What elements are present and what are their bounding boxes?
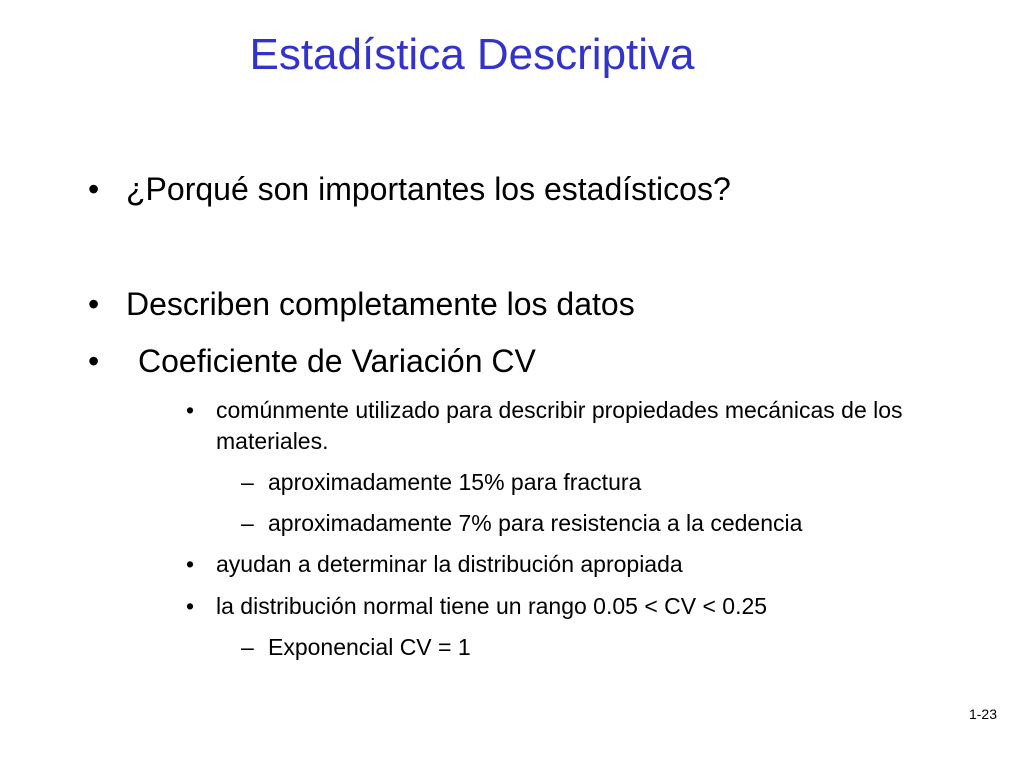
- sub-bullet-item: [186, 395, 906, 457]
- sub-bullet-item: [186, 591, 906, 622]
- sub-bullet-text: comúnmente utilizado para describir propiedades mecánicas de los materiales.: [216, 397, 903, 454]
- bullet-text: Describen completamente los datos: [126, 286, 635, 322]
- dash-icon: –: [241, 510, 254, 536]
- sub-sub-item: [241, 467, 961, 498]
- bullet-icon: •: [88, 286, 100, 322]
- sub-sub-text: aproximadamente 7% para resistencia a la cedencia: [268, 510, 803, 536]
- page-number: 1-23: [968, 706, 997, 722]
- bullet-icon: •: [88, 171, 100, 207]
- slide-title: Estadística Descriptiva: [249, 30, 695, 79]
- dash-icon: –: [241, 634, 254, 660]
- sub-sub-item: [241, 632, 961, 663]
- dash-icon: –: [241, 469, 254, 495]
- sub-bullet-item: [186, 549, 906, 580]
- bullet-icon: •: [88, 343, 100, 379]
- bullet-item: [88, 167, 788, 211]
- sub-bullet-text: ayudan a determinar la distribución apropiada: [216, 551, 683, 577]
- bullet-text: ¿Porqué son importantes los estadísticos?: [126, 171, 731, 207]
- bullet-text: Coeficiente de Variación CV: [138, 343, 536, 379]
- sub-sub-text: aproximadamente 15% para fractura: [268, 469, 642, 495]
- sub-bullet-text: la distribución normal tiene un rango 0.05 < CV < 0.25: [216, 593, 768, 619]
- sub-sub-text: Exponencial CV = 1: [268, 634, 471, 660]
- sub-sub-item: [241, 508, 961, 539]
- bullet-icon: •: [186, 551, 195, 577]
- bullet-icon: •: [186, 593, 195, 619]
- bullet-item: [88, 339, 788, 383]
- bullet-icon: •: [186, 397, 195, 423]
- bullet-item: [88, 282, 788, 326]
